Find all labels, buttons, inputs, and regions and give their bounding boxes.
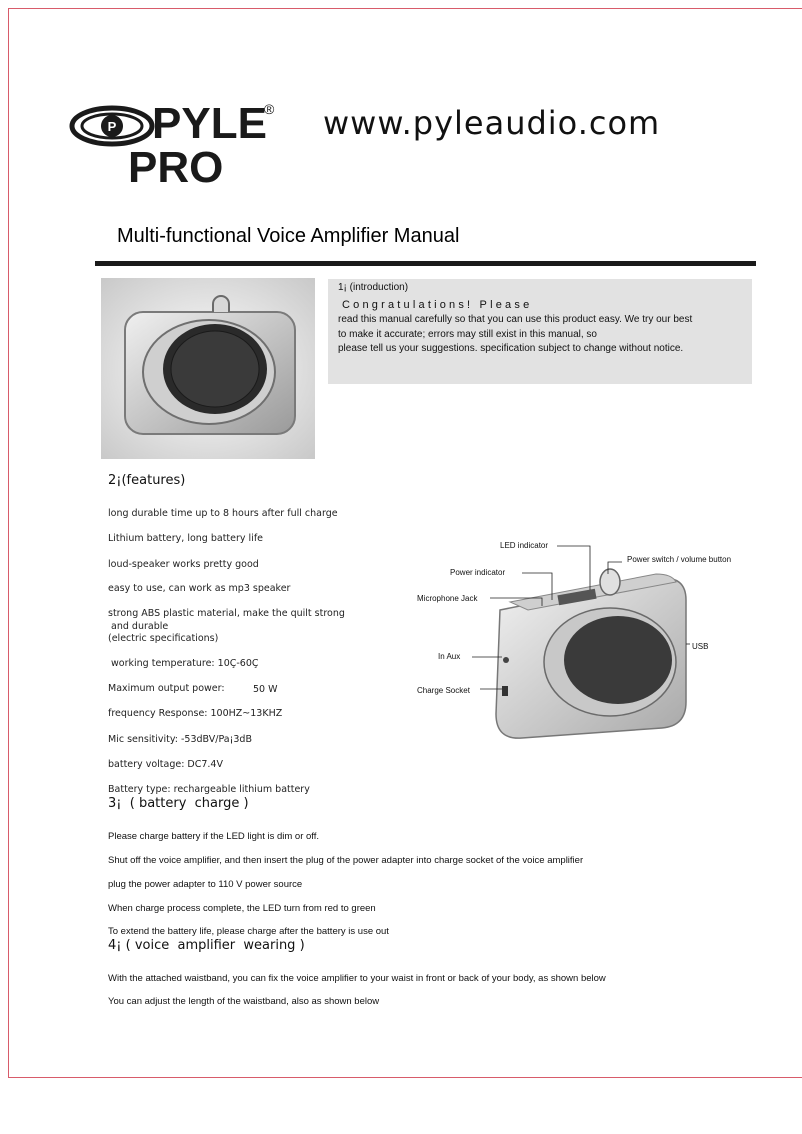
feature-item: (electric specifications) bbox=[108, 633, 219, 644]
battery-line: plug the power adapter to 110 V power source bbox=[108, 879, 303, 890]
label-microphone-jack: Microphone Jack bbox=[417, 594, 478, 603]
intro-heading: 1¡ (introduction) bbox=[338, 282, 409, 293]
wearing-heading: 4¡ ( voice amplifier wearing ) bbox=[108, 938, 305, 953]
battery-line: To extend the battery life, please charge after the battery is use out bbox=[108, 926, 389, 937]
website-url: www.pyleaudio.com bbox=[323, 104, 661, 142]
battery-heading: 3¡ ( battery charge ) bbox=[108, 796, 249, 811]
label-power-switch: Power switch / volume button bbox=[627, 555, 732, 564]
page-frame-top bbox=[8, 8, 802, 9]
feature-item: long durable time up to 8 hours after full charge bbox=[108, 508, 338, 519]
title-rule bbox=[95, 261, 756, 266]
logo-mark: P bbox=[107, 119, 117, 134]
feature-item: and durable bbox=[108, 621, 169, 632]
label-charge-socket: Charge Socket bbox=[417, 686, 470, 695]
intro-congratulations: Congratulations! Please bbox=[342, 299, 533, 311]
logo-text-pyle: PYLE bbox=[152, 99, 267, 148]
pyle-pro-logo bbox=[68, 92, 283, 187]
page-frame-bottom bbox=[8, 1077, 802, 1078]
device-diagram bbox=[410, 530, 770, 750]
feature-item: Lithium battery, long battery life bbox=[108, 533, 264, 544]
logo-swoosh-icon bbox=[72, 108, 152, 144]
intro-line: read this manual carefully so that you can use this product easy. We try our best bbox=[338, 314, 693, 325]
spec-battery-type: Battery type: rechargeable lithium battery bbox=[108, 784, 310, 795]
spec-battery-voltage: battery voltage: DC7.4V bbox=[108, 759, 223, 770]
intro-line: please tell us your suggestions. specification subject to change without notice. bbox=[338, 343, 684, 354]
logo-text-pro: PRO bbox=[128, 143, 224, 187]
manual-title: Multi-functional Voice Amplifier Manual bbox=[117, 225, 460, 247]
spec-frequency-response: frequency Response: 100HZ~13KHZ bbox=[108, 708, 283, 719]
volume-knob bbox=[600, 569, 620, 595]
label-in-aux: In Aux bbox=[438, 652, 461, 661]
feature-item: easy to use, can work as mp3 speaker bbox=[108, 583, 291, 594]
label-usb: USB bbox=[692, 642, 709, 651]
intro-line: to make it accurate; errors may still exist in this manual, so bbox=[338, 329, 597, 340]
battery-line: When charge process complete, the LED turn from red to green bbox=[108, 903, 376, 914]
battery-line: Shut off the voice amplifier, and then insert the plug of the power adapter into charge socket of the voice amplifier bbox=[108, 855, 584, 866]
page-frame-left bbox=[8, 8, 9, 1077]
spec-mic-sensitivity: Mic sensitivity: -53dBV/Pa¡3dB bbox=[108, 734, 252, 745]
wearing-line: You can adjust the length of the waistband, also as shown below bbox=[108, 996, 380, 1007]
label-power-indicator: Power indicator bbox=[450, 568, 506, 577]
spec-working-temperature: working temperature: 10Ç-60Ç bbox=[108, 658, 259, 669]
registered-mark: ® bbox=[264, 101, 275, 117]
label-led-indicator: LED indicator bbox=[500, 541, 549, 550]
battery-line: Please charge battery if the LED light is dim or off. bbox=[108, 831, 320, 842]
features-heading: 2¡(features) bbox=[108, 473, 186, 488]
feature-item: strong ABS plastic material, make the quilt strong bbox=[108, 608, 345, 619]
feature-item: loud-speaker works pretty good bbox=[108, 559, 259, 570]
spec-output-power-value: 50 W bbox=[253, 684, 278, 695]
product-photo bbox=[101, 278, 315, 459]
wearing-line: With the attached waistband, you can fix the voice amplifier to your waist in front or back of your body, as shown below bbox=[108, 973, 606, 984]
spec-output-power-label: Maximum output power: bbox=[108, 683, 225, 694]
